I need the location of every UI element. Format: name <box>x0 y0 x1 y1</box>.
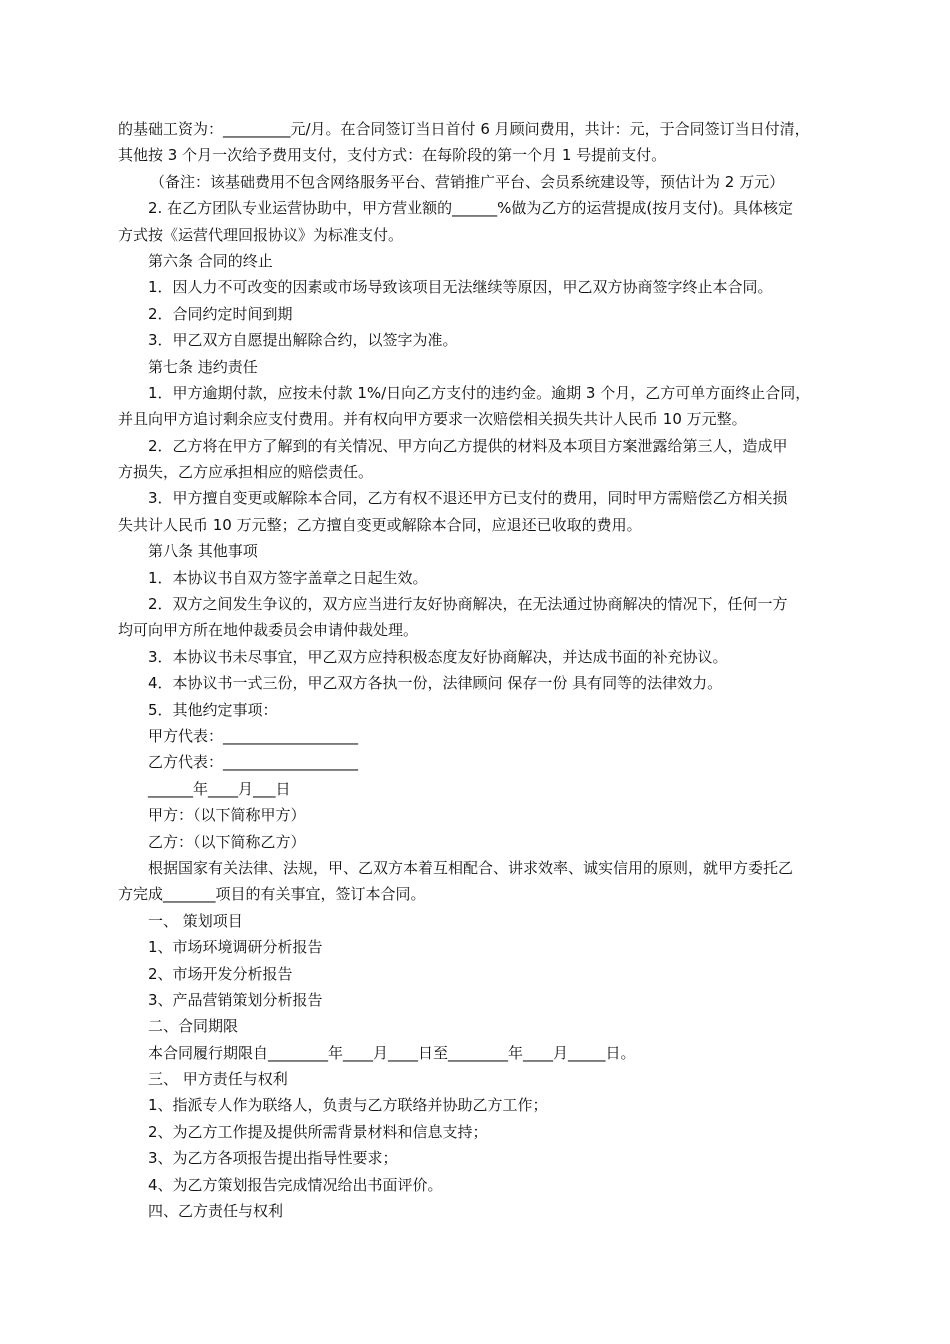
text-line: 2. 在乙方团队专业运营协助中，甲方营业额的______%做为乙方的运营提成(按月支付)。具体核定 <box>148 199 794 218</box>
text-line: 均可向甲方所在地仲裁委员会申请仲裁处理。 <box>118 621 419 640</box>
section-heading: 第六条 合同的终止 <box>148 251 273 270</box>
date-line: ______年____月___日 <box>148 779 291 798</box>
text-line: 方式按《运营代理回报协议》为标准支付。 <box>118 225 404 244</box>
text-line: 2．双方之间发生争议的，双方应当进行友好协商解决，在无法通过协商解决的情况下，任何一方 <box>148 595 788 614</box>
list-item: 3、为乙方各项报告提出指导性要求； <box>148 1149 398 1168</box>
party-b-line: 乙方：（以下简称乙方） <box>148 832 306 851</box>
section-heading: 二、合同期限 <box>148 1017 239 1036</box>
text-line: 3．甲乙双方自愿提出解除合约，以签字为准。 <box>148 331 458 350</box>
text-line: 方损失，乙方应承担相应的赔偿责任。 <box>118 463 374 482</box>
text-line: 根据国家有关法律、法规，甲、乙双方本着互相配合、讲求效率、诚实信用的原则，就甲方委托乙 <box>148 858 794 877</box>
text-line: 1．因人力不可改变的因素或市场导致该项目无法继续等原因，甲乙双方协商签字终止本合同。 <box>148 278 773 297</box>
text-line: 4．本协议书一式三份，甲乙双方各执一份，法律顾问 保存一份 具有同等的法律效力。 <box>148 674 723 693</box>
text-line: 5．其他约定事项： <box>148 700 278 719</box>
text-line: 1．本协议书自双方签字盖章之日起生效。 <box>148 568 428 587</box>
document-body <box>118 116 842 1224</box>
text-line: 的基础工资为：_________元/月。在合同签订当日首付 6 月顾问费用，共计：元，于合同签订当日付清， <box>118 120 810 138</box>
text-line: 本合同履行期限自________年____月____日至________年____月_____日。 <box>148 1043 636 1062</box>
section-heading: 四、乙方责任与权利 <box>148 1202 284 1221</box>
section-heading: 第七条 违约责任 <box>148 357 258 376</box>
text-line: 3．本协议书未尽事宜，甲乙双方应持积极态度友好协商解决，并达成书面的补充协议。 <box>148 647 728 666</box>
section-heading: 一、 策划项目 <box>148 911 243 930</box>
list-item: 1、指派专人作为联络人，负责与乙方联络并协助乙方工作； <box>148 1096 548 1115</box>
text-line: 并且向甲方追讨剩余应支付费用。并有权向甲方要求一次赔偿相关损失共计人民币 10 万元整。 <box>118 410 747 429</box>
party-a-line: 甲方：（以下简称甲方） <box>148 806 306 825</box>
section-heading: 三、 甲方责任与权利 <box>148 1070 288 1089</box>
text-line: 3．甲方擅自变更或解除本合同，乙方有权不退还甲方已支付的费用，同时甲方需赔偿乙方相关损 <box>148 489 788 508</box>
section-heading: 第八条 其他事项 <box>148 542 258 561</box>
text-line: 失共计人民币 10 万元整；乙方擅自变更或解除本合同，应退还已收取的费用。 <box>118 515 642 534</box>
text-line: 2．乙方将在甲方了解到的有关情况、甲方向乙方提供的材料及本项目方案泄露给第三人，造成甲 <box>148 436 788 455</box>
text-line: （备注：该基础费用不包含网络服务平台、营销推广平台、会员系统建设等，预估计为 2 万元） <box>150 172 785 191</box>
list-item: 3、产品营销策划分析报告 <box>148 990 323 1009</box>
text-line: 2．合同约定时间到期 <box>148 304 293 323</box>
text-line: 1．甲方逾期付款，应按未付款 1%/日向乙方支付的违约金。逾期 3 个月，乙方可单方面终止合同， <box>148 383 811 402</box>
list-item: 2、为乙方工作提及提供所需背景材料和信息支持； <box>148 1122 488 1141</box>
list-item: 2、市场开发分析报告 <box>148 964 293 983</box>
list-item: 1、市场环境调研分析报告 <box>148 938 323 957</box>
text-line: 方完成_______项目的有关事宜，签订本合同。 <box>118 885 426 904</box>
text-line: 其他按 3 个月一次给予费用支付，支付方式：在每阶段的第一个月 1 号提前支付。 <box>118 146 667 165</box>
list-item: 4、为乙方策划报告完成情况给出书面评价。 <box>148 1175 443 1194</box>
signature-line-party-b: 乙方代表：__________________ <box>148 753 359 772</box>
signature-line-party-a: 甲方代表：__________________ <box>148 726 359 745</box>
